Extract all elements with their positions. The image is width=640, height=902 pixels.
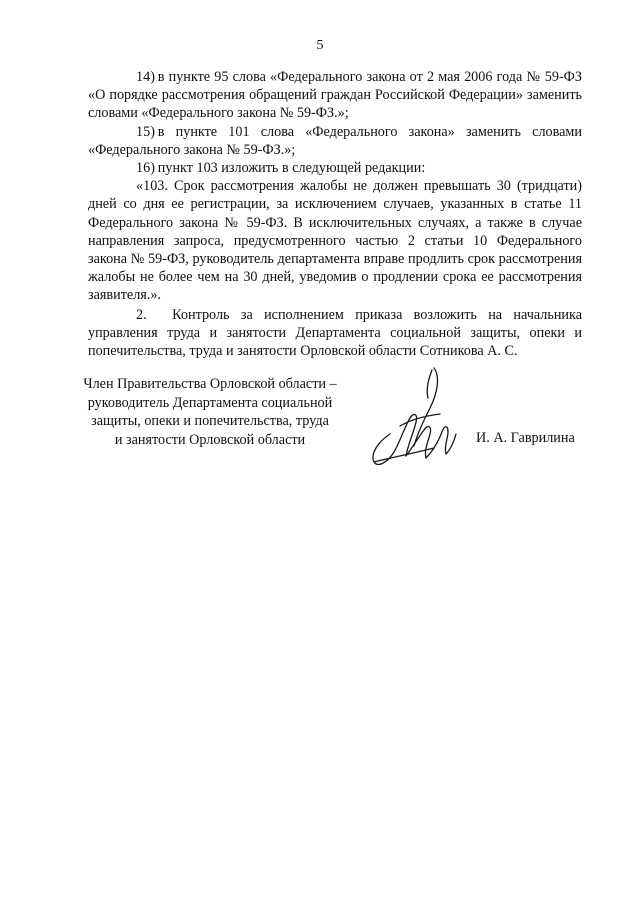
signatory-position xyxy=(70,375,350,449)
quoted-clause-103: «103. Срок рассмотрения жалобы не должен превышать 30 (тридцати) дней со дня ее регистрации, за исключением случаев, указанных в статье 11 Федерального закона № 59-ФЗ. В исключительных случаях, а также в случае направления запроса, предусмотренного частью 2 статьи 10 Федерального закона № 59-ФЗ, руководитель департамента вправе продлить срок рассмотрения жалобы не более чем на 30 дней, уведомив о продлении срока ее рассмотрения заявителя.». xyxy=(88,178,582,304)
document-body xyxy=(88,68,582,360)
position-line: и занятости Орловской области xyxy=(114,431,306,448)
amendment-item-15: 15) в пункте 101 слова «Федерального закона» заменить словами «Федерального закона № 59-ФЗ.»; xyxy=(88,123,582,158)
position-line: Член Правительства Орловской области – xyxy=(83,376,337,392)
position-line: защиты, опеки и попечительства, труда xyxy=(91,413,329,430)
amendment-item-14: 14) в пункте 95 слова «Федерального закона от 2 мая 2006 года № 59-ФЗ «О порядке рассмотрения обращений граждан Российской Федерации» заменить словами «Федерального закона № 59-ФЗ.»; xyxy=(88,69,582,122)
handwritten-signature xyxy=(360,362,470,474)
page-number: 5 xyxy=(316,38,324,53)
signatory-name: И. А. Гаврилина xyxy=(476,430,575,446)
amendment-item-16: 16) пункт 103 изложить в следующей редакции: xyxy=(136,160,426,177)
position-line: руководитель Департамента социальной xyxy=(87,394,333,411)
paragraph-2: 2. Контроль за исполнением приказа возложить на начальника управления труда и занятости Департамента социальной защиты, опеки и попечительства, труда и занятости Орловской области Сотникова А. С. xyxy=(88,306,582,360)
